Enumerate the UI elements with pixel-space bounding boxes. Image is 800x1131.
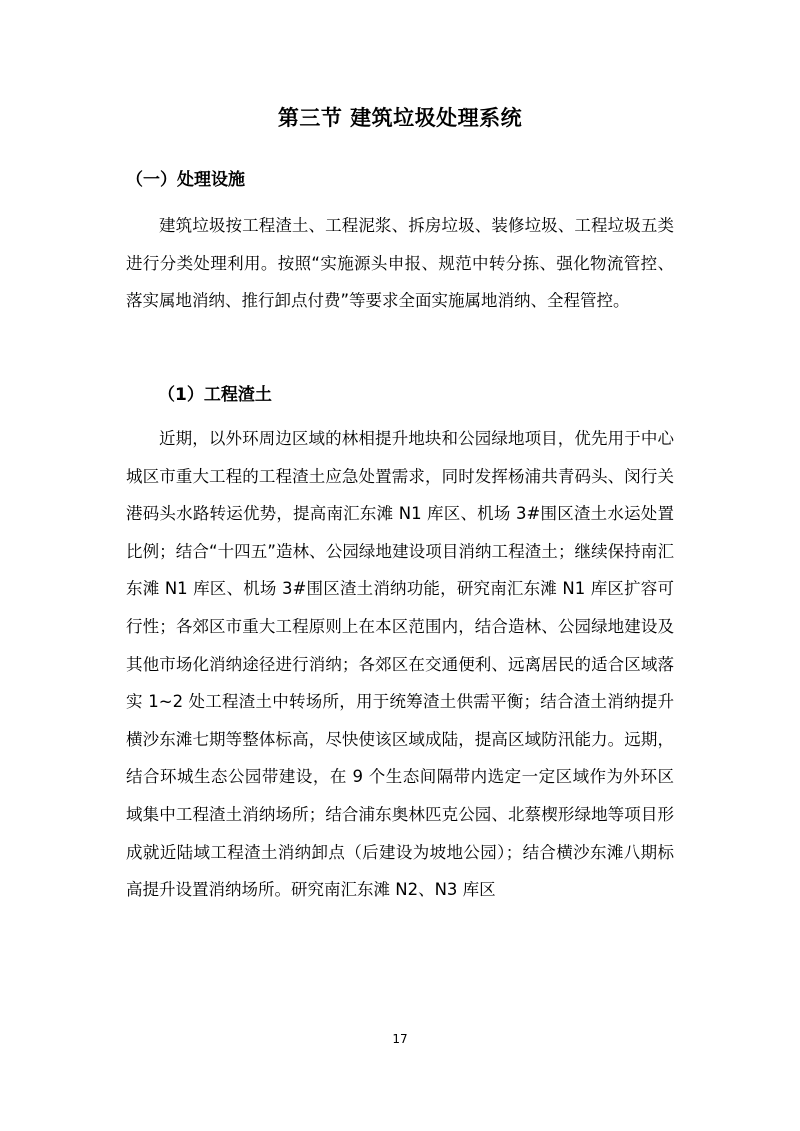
page-number: 17 <box>392 1032 408 1046</box>
subsection-heading: （1）工程渣土 <box>158 385 272 405</box>
body-paragraph: 近期，以外环周边区域的林相提升地块和公园绿地项目，优先用于中心城区市重大工程的工程渣土应急处置需求，同时发挥杨浦共青码头、闵行关港码头水路转运优势，提高南汇东滩 N1 库区、机场 3#围区渣土水运处置比例；结合“十四五”造林、公园绿地建设项目消纳工程渣土；继续保持南汇东滩 N1 库区、机场 3#围区渣土消纳功能，研究南汇东滩 N1 库区扩容可行性；各郊区市重大工程原则上在本区范围内，结合造林、公园绿地建设及其他市场化消纳途径进行消纳；各郊区在交通便利、远离居民的适合区域落实 1~2 处工程渣土中转场所，用于统筹渣土供需平衡；结合渣土消纳提升横沙东滩七期等整体标高，尽快使该区域成陆，提高区域防汛能力。远期，结合环城生态公园带建设，在 9 个生态间隔带内选定一定区域作为外环区域集中工程渣土消纳场所；结合浦东奥林匹克公园、北蔡楔形绿地等项目形成就近陆域工程渣土消纳卸点（后建设为坡地公园）；结合横沙东滩八期标高提升设置消纳场所。研究南汇东滩 N2、N3 库区 <box>126 429 674 900</box>
page-title: 第三节 建筑垃圾处理系统 <box>277 106 523 130</box>
section-heading: （一）处理设施 <box>126 170 245 190</box>
body-paragraph: 建筑垃圾按工程渣土、工程泥浆、拆房垃圾、装修垃圾、工程垃圾五类进行分类处理利用。按照“实施源头申报、规范中转分拣、强化物流管控、落实属地消纳、推行卸点付费”等要求全面实施属地消纳、全程管控。 <box>126 216 674 311</box>
